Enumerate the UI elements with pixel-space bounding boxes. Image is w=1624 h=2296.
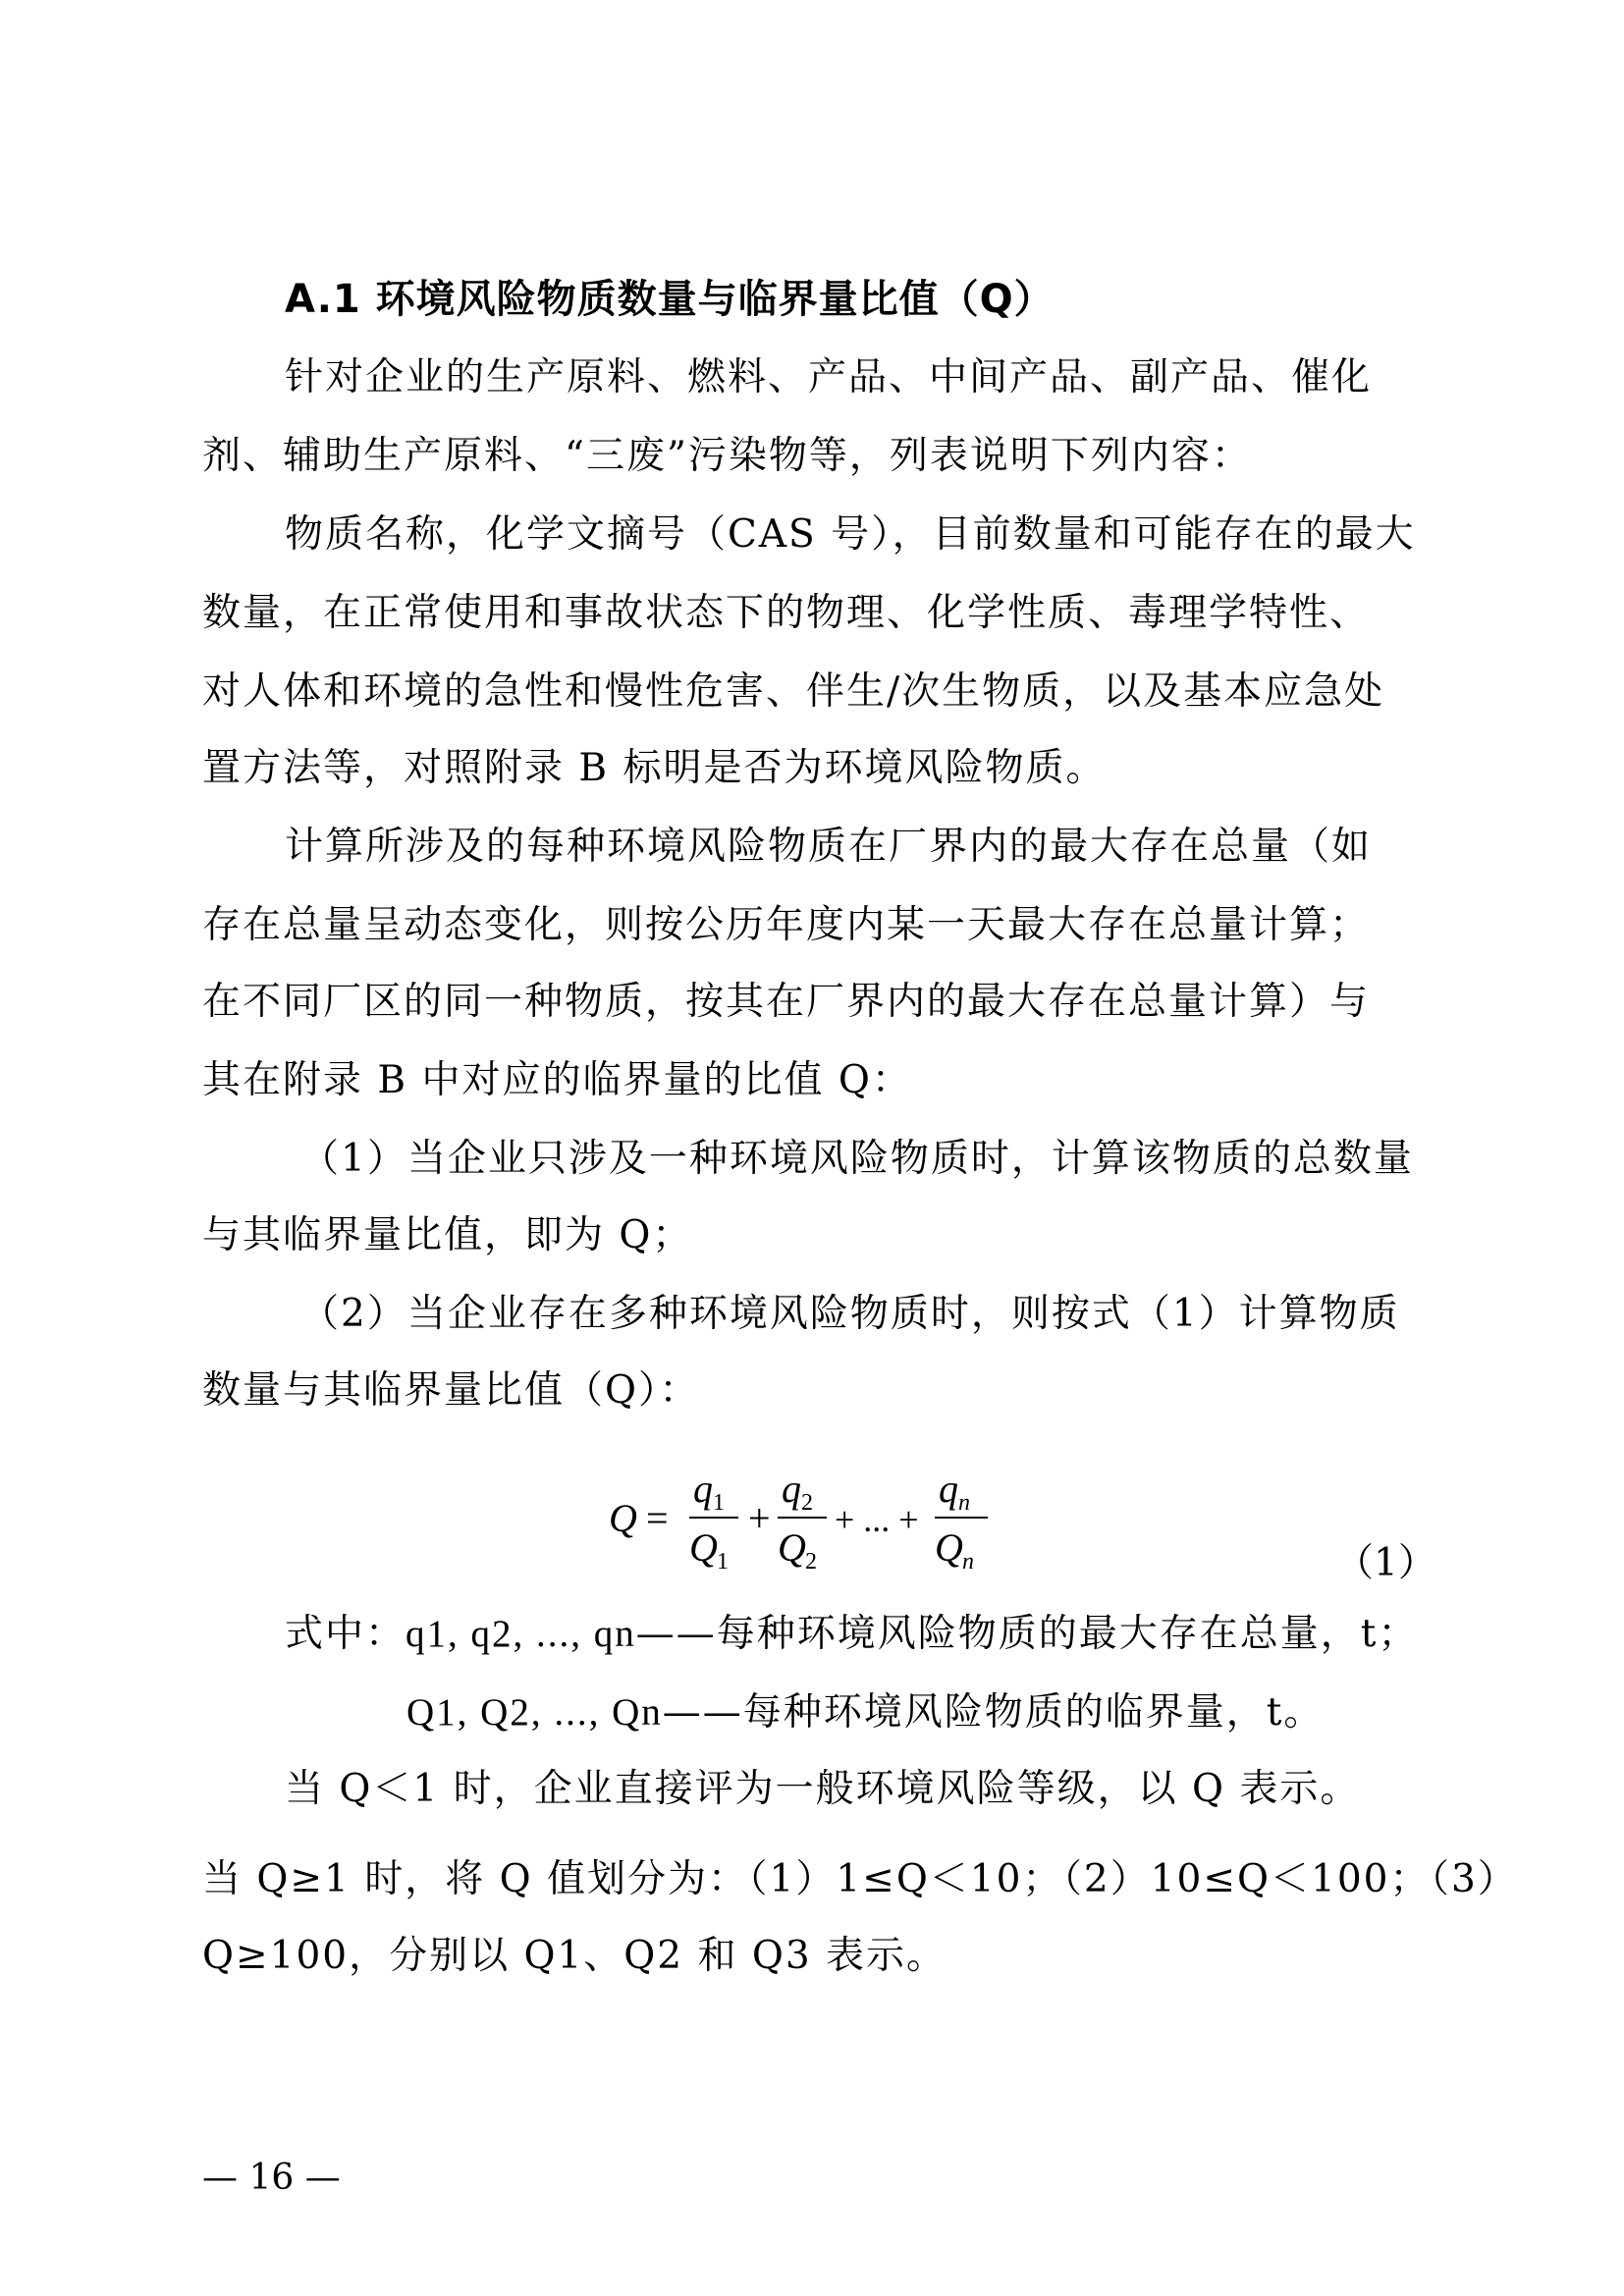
term2-denominator-sub: 2 xyxy=(805,1549,817,1575)
paragraph-line: 当 Q≥1 时，将 Q 值划分为：（1）1≤Q＜10；（2）10≤Q＜100；（3） xyxy=(202,1857,1518,1901)
paragraph-line: 数量与其临界量比值（Q）： xyxy=(202,1368,700,1413)
term1-denominator: Q xyxy=(689,1525,718,1570)
paragraph-line: （1）当企业只涉及一种环境风险物质时，计算该物质的总数量 xyxy=(300,1137,1414,1181)
where-q-desc: ——每种环境风险物质的最大存在总量，t； xyxy=(635,1612,1419,1656)
formula xyxy=(599,1461,1011,1578)
section-heading: A.1 环境风险物质数量与临界量比值（Q） xyxy=(285,277,1055,322)
term1-numerator-sub: 1 xyxy=(713,1490,725,1516)
where-line-Q xyxy=(406,1688,1324,1737)
paragraph-line: 当 Q＜1 时，企业直接评为一般环境风险等级，以 Q 表示。 xyxy=(285,1767,1361,1811)
where-prefix: 式中： xyxy=(285,1612,406,1656)
term3-numerator: q xyxy=(939,1467,958,1511)
formula-ellipsis: + ... + xyxy=(835,1500,919,1539)
paragraph-line: 针对企业的生产原料、燃料、产品、中间产品、副产品、催化 xyxy=(285,355,1373,400)
formula-lhs: Q xyxy=(609,1496,637,1540)
term2-numerator-sub: 2 xyxy=(801,1490,813,1516)
paragraph-line: 与其临界量比值，即为 Q； xyxy=(202,1213,693,1257)
where-line-q xyxy=(285,1610,1418,1659)
where-Q-vars: Q1, Q2, ..., Qn xyxy=(406,1691,663,1734)
formula-svg xyxy=(599,1461,1011,1578)
term3-denominator: Q xyxy=(935,1525,963,1570)
paragraph-line: 计算所涉及的每种环境风险物质在厂界内的最大存在总量（如 xyxy=(285,825,1373,869)
formula-plus: + xyxy=(748,1496,771,1540)
formula-number: （1） xyxy=(1335,1541,1436,1585)
where-Q-desc: ——每种环境风险物质的临界量，t。 xyxy=(662,1690,1325,1735)
term2-numerator: q xyxy=(782,1467,801,1511)
page-number: — 16 — xyxy=(202,2158,341,2198)
formula-equals: = xyxy=(646,1496,669,1540)
paragraph-line: 物质名称，化学文摘号（CAS 号），目前数量和可能存在的最大 xyxy=(285,512,1416,557)
paragraph-line: 在不同厂区的同一种物质，按其在厂界内的最大存在总量计算）与 xyxy=(202,980,1371,1024)
term1-numerator: q xyxy=(693,1467,713,1511)
paragraph-line: 存在总量呈动态变化，则按公历年度内某一天最大存在总量计算； xyxy=(202,903,1371,947)
where-q-vars: q1, q2, ..., qn xyxy=(406,1613,636,1655)
paragraph-line: 其在附录 B 中对应的临界量的比值 Q： xyxy=(202,1058,912,1102)
paragraph-line: 数量，在正常使用和事故状态下的物理、化学性质、毒理学特性、 xyxy=(202,591,1371,635)
term3-numerator-sub: n xyxy=(958,1490,970,1516)
paragraph-line: 置方法等，对照附录 B 标明是否为环境风险物质。 xyxy=(202,746,1107,790)
term2-denominator: Q xyxy=(778,1525,806,1570)
paragraph-line: （2）当企业存在多种环境风险物质时，则按式（1）计算物质 xyxy=(300,1292,1400,1336)
term1-denominator-sub: 1 xyxy=(717,1549,729,1575)
term3-denominator-sub: n xyxy=(962,1549,974,1575)
paragraph-line: 对人体和环境的急性和慢性危害、伴生/次生物质，以及基本应急处 xyxy=(202,669,1385,714)
paragraph-line: Q≥100，分别以 Q1、Q2 和 Q3 表示。 xyxy=(202,1934,947,1978)
paragraph-line: 剂、辅助生产原料、“三废”污染物等，列表说明下列内容： xyxy=(202,434,1252,478)
